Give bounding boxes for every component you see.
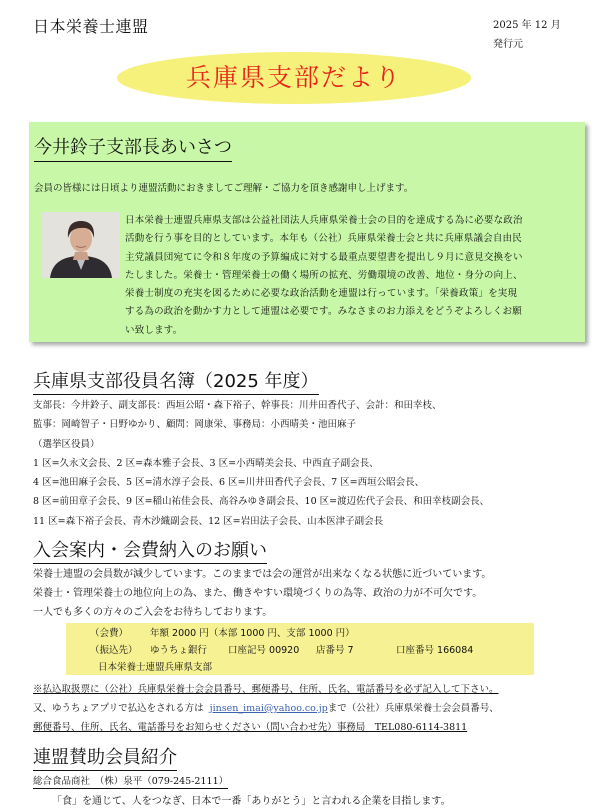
issue-info [493, 16, 561, 54]
account-number: 口座番号 166084 [396, 645, 474, 656]
supporter-company: 総合食品商社 （株）泉平（079-245-2111） [33, 773, 228, 789]
officers-line: 8 区=前田章子会長、9 区=稲山祐佳会長、高谷みゆき副会長、10 区=渡辺佐代子会長、和田幸枝副会長、 [33, 496, 490, 508]
greeting-line: 栄養士制度の充実を図るために必要な政治活動を連盟は行っています。「栄養政策」を実現 [125, 288, 518, 300]
organization-name: 日本栄養士連盟 [33, 17, 149, 36]
officers-line: 4 区=池田麻子会長、5 区=清水淳子会長、6 区=川井田香代子会長、7 区=西垣公昭会長、 [33, 477, 425, 489]
officers-list [33, 396, 593, 531]
join-line: 栄養士連盟の会員数が減少しています。このままでは会の運営が出来なくなる状態に近づいています。 [33, 569, 492, 580]
officers-line: 支部長：今井鈴子、副支部長：西垣公昭・森下裕子、幹事長：川井田香代子、会計：和田幸枝、 [33, 400, 442, 411]
portrait-image [42, 212, 120, 278]
officers-line: 11 区=森下裕子会長、青木沙織副会長、12 区=岩田法子会長、山本医津子副会長 [33, 515, 384, 527]
fee-label: （会費） [90, 628, 129, 639]
issuer-label: 発行元 [493, 39, 523, 50]
join-line: 一人でも多くの方々のご入会をお待ちしております。 [33, 607, 273, 618]
join-description [33, 565, 593, 622]
bank-name: ゆうちょ銀行 [150, 645, 208, 656]
officers-line: 監事：岡崎智子・日野ゆかり、顧問：岡康栄、事務局：小西晴美・池田麻子 [33, 419, 357, 431]
greeting-line: する為の政治を動かす力として連盟は必要です。みなさまのお力添えをどうぞよろしくお願 [125, 306, 522, 318]
branch-chief-photo [42, 212, 120, 278]
note-prefix: 又、ゆうちょアプリで払込をされる方は [33, 703, 204, 714]
greeting-body [125, 212, 577, 340]
issue-date: 2025 年 12 月 [493, 20, 561, 31]
account-holder: 日本栄養士連盟兵庫県支部 [98, 662, 213, 673]
officers-line: （選挙区役員） [33, 438, 100, 450]
newsletter-title: 兵庫県支部だより [185, 63, 402, 92]
payment-note-app [33, 699, 593, 718]
supporters-heading: 連盟賛助会員紹介 [33, 743, 177, 771]
officers-heading: 兵庫県支部役員名簿（2025 年度） [33, 367, 319, 395]
payment-note: ※払込取扱票に（公社）兵庫県栄養士会会員番号、郵便番号、住所、氏名、電話番号を必ず記入して下さい。 [33, 684, 499, 695]
greeting-heading: 今井鈴子支部長あいさつ [34, 133, 232, 162]
note-suffix: まで（公社）兵庫県栄養士会会員番号、 [327, 703, 499, 714]
contact-email-link[interactable]: jinsen_imai@yahoo.co.jp [209, 703, 328, 714]
supporter-motto: 「食」を通じて、人をつなぎ、日本で一番「ありがとう」と言われる企業を目指します。 [52, 796, 451, 807]
greeting-intro: 会員の皆様には日頃より連盟活動におきましてご理解・ご協力を頂き感謝申し上げます。 [34, 183, 414, 194]
greeting-line: たしました。栄養士・管理栄養士の働く場所の拡充、労働環境の改善、地位・身分の向上、 [125, 269, 523, 281]
transfer-label: （振込先） [90, 645, 138, 656]
greeting-line: 主党議員団宛てに令和８年度の予算編成に対する最重点要望書を提出し９月に意見交換をい [125, 251, 523, 263]
officers-line: 1 区=久永文会長、2 区=森本雅子会長、3 区=小西晴美会長、中西直子副会長、 [33, 457, 379, 469]
account-symbol: 口座記号 00920 [228, 645, 300, 656]
join-line: 栄養士・管理栄養士の地位向上の為、また、働きやすい環境づくりの為等、政治の力が不可欠です。 [33, 588, 483, 599]
join-heading: 入会案内・会費納入のお願い [33, 536, 267, 564]
greeting-line: い致します。 [125, 324, 183, 336]
fee-info-box [66, 623, 534, 675]
fee-value: 年額 2000 円（本部 1000 円、支部 1000 円） [150, 628, 355, 639]
payment-note-contact: 郵便番号、住所、氏名、電話番号をお知らせください（問い合わせ先）事務局 TEL080-6114-3811 [33, 722, 468, 733]
payment-notes [33, 680, 593, 737]
branch-number: 店番号 7 [316, 645, 354, 656]
greeting-line: 活動を行う事を目的としています。本年も（公社）兵庫県栄養士会と共に兵庫県議会自由民 [125, 233, 522, 245]
greeting-line: 日本栄養士連盟兵庫県支部は公益社団法人兵庫県栄養士会の目的を達成する為に必要な政治 [125, 215, 523, 226]
